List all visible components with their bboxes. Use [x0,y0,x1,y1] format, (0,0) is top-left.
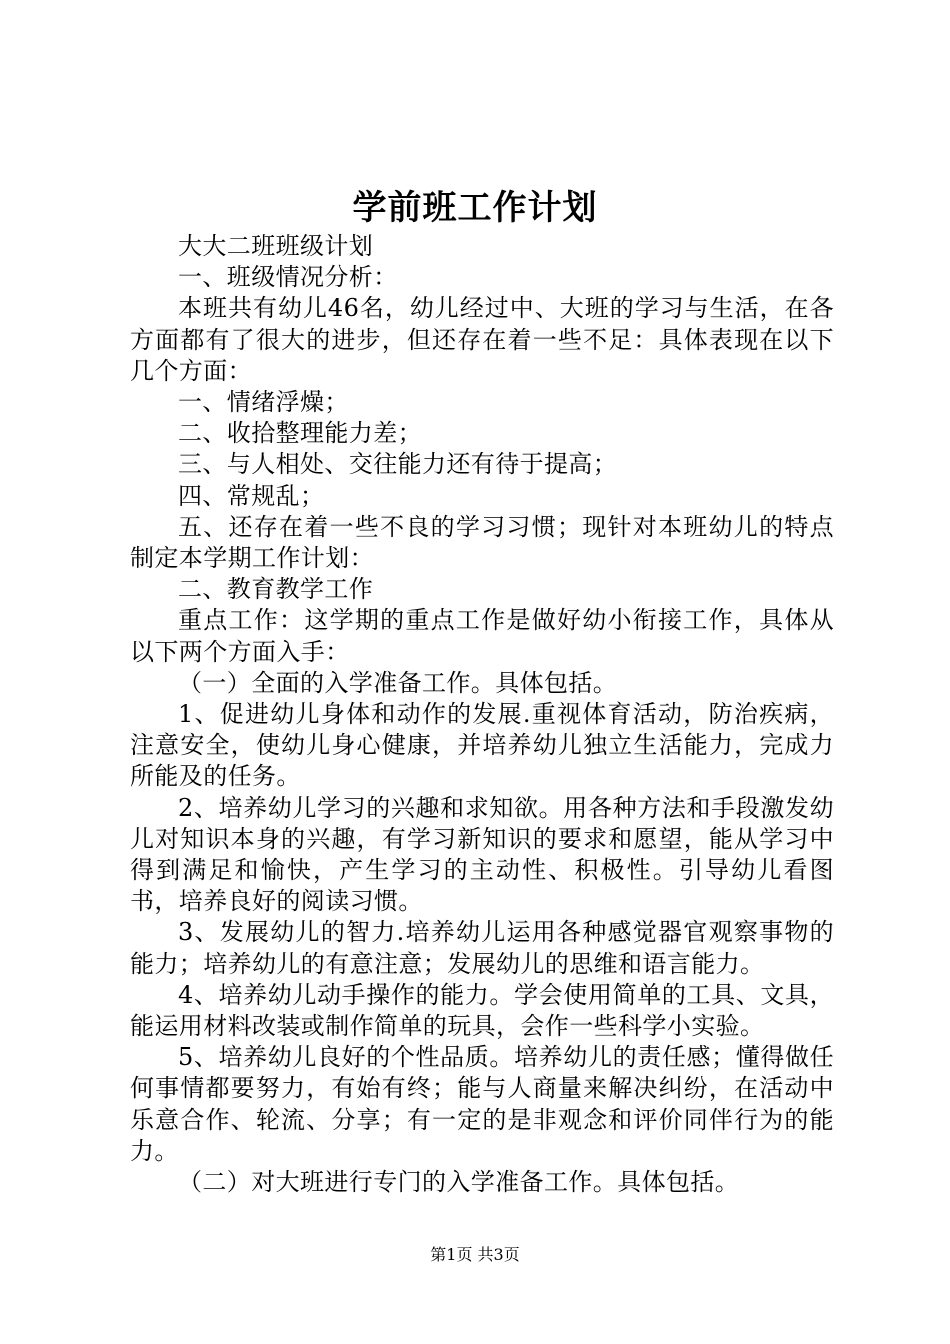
paragraph: 本班共有幼儿46名，幼儿经过中、大班的学习与生活，在各方面都有了很大的进步，但还存在着一些不足：具体表现在以下几个方面： [130,294,834,385]
paragraph: 2、培养幼儿学习的兴趣和求知欲。用各种方法和手段激发幼儿对知识本身的兴趣，有学习新知识的要求和愿望，能从学习中得到满足和愉快，产生学习的主动性、积极性。引导幼儿看图书，培养良好的阅读习惯。 [130,793,834,916]
paragraph: 五、还存在着一些不良的学习习惯；现针对本班幼儿的特点制定本学期工作计划： [130,512,834,573]
paragraph: 重点工作：这学期的重点工作是做好幼小衔接工作，具体从以下两个方面入手： [130,606,834,666]
page-footer: 第1页 共3页 [430,1245,520,1264]
paragraph: 3、发展幼儿的智力.培养幼儿运用各种感觉器官观察事物的能力；培养幼儿的有意注意；发展幼儿的思维和语言能力。 [130,918,834,978]
paragraph: （二）对大班进行专门的入学准备工作。具体包括。 [178,1168,740,1197]
document-body [130,231,834,1198]
paragraph: 四、常规乱； [178,481,325,510]
paragraph: 4、培养幼儿动手操作的能力。学会使用简单的工具、文具，能运用材料改装或制作简单的玩具，会作一些科学小实验。 [130,980,834,1041]
paragraph: 二、收拾整理能力差； [178,419,422,448]
paragraph: 三、与人相处、交往能力还有待于提高； [178,450,618,479]
paragraph: 5、培养幼儿良好的个性品质。培养幼儿的责任感；懂得做任何事情都要努力，有始有终；能与人商量来解决纠纷，在活动中乐意合作、轮流、分享；有一定的是非观念和评价同伴行为的能力。 [130,1043,834,1165]
paragraph: 一、情绪浮燥； [178,388,349,417]
paragraph: （一）全面的入学准备工作。具体包括。 [178,668,618,697]
paragraph: 一、班级情况分析： [178,263,398,292]
document-title: 学前班工作计划 [352,188,598,228]
paragraph: 二、教育教学工作 [178,575,374,604]
paragraph: 大大二班班级计划 [178,232,374,260]
paragraph: 1、促进幼儿身体和动作的发展.重视体育活动，防治疾病，注意安全，使幼儿身心健康，并培养幼儿独立生活能力，完成力所能及的任务。 [130,700,834,791]
